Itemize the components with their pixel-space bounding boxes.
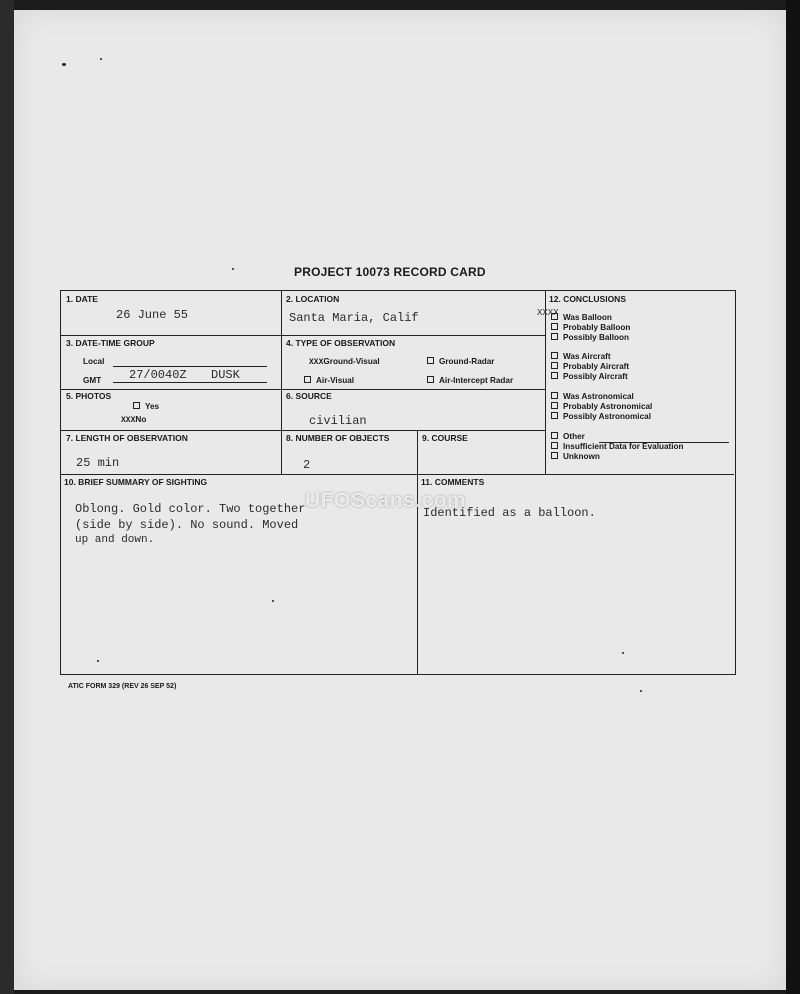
scan-speck xyxy=(640,690,642,692)
gmt-value: 27/0040Z xyxy=(129,368,187,382)
record-card xyxy=(60,290,736,675)
divider xyxy=(61,474,734,475)
type-of-observation-label: 4. TYPE OF OBSERVATION xyxy=(286,338,396,348)
number-of-objects-value: 2 xyxy=(303,458,311,472)
divider xyxy=(61,389,545,390)
local-label: Local xyxy=(83,357,105,366)
summary-line-3: up and down. xyxy=(75,534,155,546)
option-air-intercept-radar: Air-Intercept Radar xyxy=(427,376,513,385)
conclusion-probably-aircraft: Probably Aircraft xyxy=(551,362,629,371)
option-ground-radar: Ground-Radar xyxy=(427,357,495,366)
summary-line-1: Oblong. Gold color. Two together xyxy=(75,502,306,516)
divider xyxy=(61,335,545,336)
comments-value: Identified as a balloon. xyxy=(423,506,596,520)
source-value: civilian xyxy=(309,414,367,428)
course-label: 9. COURSE xyxy=(422,433,468,443)
card-title: PROJECT 10073 RECORD CARD xyxy=(294,265,486,279)
divider xyxy=(61,430,545,431)
conclusions-label: 12. CONCLUSIONS xyxy=(549,294,626,304)
divider xyxy=(281,291,282,474)
conclusion-was-aircraft: Was Aircraft xyxy=(551,352,611,361)
conclusion-other: Other xyxy=(551,432,585,441)
divider xyxy=(545,291,546,474)
conclusion-unknown: Unknown xyxy=(551,452,600,461)
length-of-observation-value: 25 min xyxy=(76,456,120,470)
form-footer: ATIC FORM 329 (REV 26 SEP 52) xyxy=(68,683,177,690)
conclusion-probably-astronomical: Probably Astronomical xyxy=(551,402,652,411)
conclusion-was-balloon: Was Balloon xyxy=(551,313,612,322)
number-of-objects-label: 8. NUMBER OF OBJECTS xyxy=(286,433,390,443)
location-label: 2. LOCATION xyxy=(286,294,340,304)
conclusions-mark: XXXX xyxy=(537,308,559,318)
option-air-visual: Air-Visual xyxy=(304,376,354,385)
gmt-label: GMT xyxy=(83,376,102,385)
gmt-underline xyxy=(113,382,267,383)
photos-label: 5. PHOTOS xyxy=(66,391,112,401)
brief-summary-label: 10. BRIEF SUMMARY OF SIGHTING xyxy=(64,477,208,487)
source-label: 6. SOURCE xyxy=(286,391,332,401)
location-value: Santa Maria, Calif xyxy=(289,311,419,325)
divider xyxy=(417,430,418,675)
scan-edge-left xyxy=(0,0,14,994)
scan-edge-right xyxy=(786,0,800,994)
scan-speck xyxy=(232,268,234,270)
length-of-observation-label: 7. LENGTH OF OBSERVATION xyxy=(66,433,188,443)
summary-line-2: (side by side). No sound. Moved xyxy=(75,518,299,532)
local-underline xyxy=(113,366,267,367)
conclusion-insufficient-data: Insufficient Data for Evaluation xyxy=(551,442,684,451)
option-ground-visual: XXXGround-Visual xyxy=(309,357,380,367)
conclusion-probably-balloon: Probably Balloon xyxy=(551,323,630,332)
dusk-note: DUSK xyxy=(211,368,240,382)
watermark: UFOScans.com xyxy=(305,489,467,512)
scan-speck xyxy=(100,58,102,60)
date-time-group-label: 3. DATE-TIME GROUP xyxy=(66,338,155,348)
photos-option-no: XXXNo xyxy=(121,415,147,425)
comments-label: 11. COMMENTS xyxy=(421,477,485,487)
photos-option-yes: Yes xyxy=(133,402,159,411)
conclusion-was-astronomical: Was Astronomical xyxy=(551,392,634,401)
date-value: 26 June 55 xyxy=(116,308,189,322)
conclusion-possibly-astronomical: Possibly Astronomical xyxy=(551,412,651,421)
date-label: 1. DATE xyxy=(66,294,98,304)
conclusion-possibly-aircraft: Possibly Aircraft xyxy=(551,372,628,381)
scan-speck xyxy=(62,63,66,66)
conclusion-possibly-balloon: Possibly Balloon xyxy=(551,333,629,342)
